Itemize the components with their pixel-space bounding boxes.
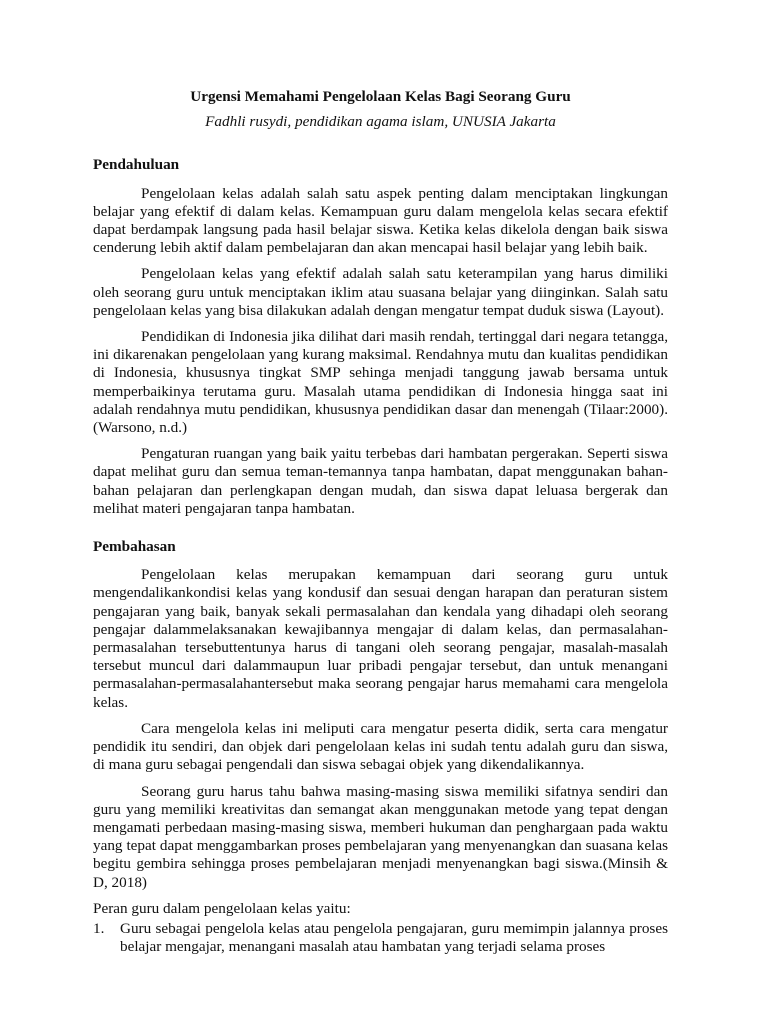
section-heading: Pendahuluan bbox=[93, 156, 180, 174]
list-intro: Peran guru dalam pengelolaan kelas yaitu: bbox=[93, 899, 351, 917]
paragraph: Pengelolaan kelas adalah salah satu aspek penting dalam menciptakan lingkungan belajar yang efektif di dalam kelas. Kemampuan guru dalam mengelola kelas secara efektif dapat berdampak langsung pada hasil belajar siswa. Ketika kelas dikelola dengan baik siswa cenderung lebih aktif dalam pembelajaran dan akan mencapai hasil belajar yang lebih baik. bbox=[93, 184, 668, 257]
paragraph: Pengaturan ruangan yang baik yaitu terbebas dari hambatan pergerakan. Seperti siswa dapat melihat guru dan semua teman-temannya tanpa hambatan, dapat menggunakan bahan-bahan pelajaran dan perlengkapan dengan mudah, dan siswa dapat leluasa bergerak dan melihat materi pengajaran tanpa hambatan. bbox=[93, 445, 668, 517]
numbered-list bbox=[93, 920, 668, 956]
section-introduction bbox=[93, 156, 668, 518]
paragraph: Cara mengelola kelas ini meliputi cara mengatur peserta didik, serta cara mengatur pendidik itu sendiri, dan objek dari pengelolaan kelas ini sudah tentu adalah guru dan siswa, di mana guru sebagai pengendali dan siswa sebagai objek yang dikendalikannya. bbox=[93, 719, 668, 774]
document-title: Urgensi Memahami Pengelolaan Kelas Bagi Seorang Guru bbox=[190, 88, 571, 105]
list-item-text: Guru sebagai pengelola kelas atau pengelola pengajaran, guru memimpin jalannya proses belajar mengajar, menangani masalah atau hambatan yang terjadi selama proses bbox=[120, 919, 668, 956]
list-item bbox=[93, 920, 668, 956]
paragraph: Pengelolaan kelas yang efektif adalah salah satu keterampilan yang harus dimiliki oleh seorang guru untuk menciptakan iklim atau suasana belajar yang diinginkan. Salah satu pengelolaan kelas yang bisa dilakukan adalah dengan mengatur tempat duduk siswa (Layout). bbox=[93, 265, 668, 319]
document-page bbox=[93, 88, 668, 956]
list-item-number: 1. bbox=[93, 919, 105, 937]
section-heading: Pembahasan bbox=[93, 538, 176, 556]
paragraph: Pengelolaan kelas merupakan kemampuan dari seorang guru untuk mengendalikankondisi kelas yang kondusif dan sesuai dengan harapan dan peraturan sistem pengajaran yang baik, banyak sekali permasalahan dan kendala yang dihadapi oleh seorang pengajar dalammelaksanakan kewajibannya mengajar di dalam kelas, dan permasalahan-permasalahan tersebuttentunya harus di tangani oleh seorang pengajar, masalah-masalah tersebut muncul dari dalammaupun luar pribadi pengajar tersebut, dan untuk menangani permasalahan-permasalahantersebut maka seorang pengajar harus memahami cara mengelola kelas. bbox=[93, 566, 668, 711]
section-discussion bbox=[93, 538, 668, 956]
author-line: Fadhli rusydi, pendidikan agama islam, UNUSIA Jakarta bbox=[205, 113, 556, 131]
paragraph: Seorang guru harus tahu bahwa masing-masing siswa memiliki sifatnya sendiri dan guru yang memiliki kreativitas dan semangat akan menggunakan metode yang tepat dengan mengamati perbedaan masing-masing siswa, memberi hukuman dan penghargaan pada waktu yang tepat dapat menggambarkan proses pembelajaran yang menyenangkan dan suasana kelas begitu gembira sehingga proses pembelajaran menjadi menyenangkan bagi siswa.(Minsih & D, 2018) bbox=[93, 782, 668, 891]
paragraph: Pendidikan di Indonesia jika dilihat dari masih rendah, tertinggal dari negara tetangga, ini dikarenakan pengelolaan yang kurang maksimal. Rendahnya mutu dan kualitas pendidikan di Indonesia, khususnya tingkat SMP sehinga menjadi tanggung jawab bersama untuk memperbaikinya terutama guru. Masalah utama pendidikan di Indonesia hingga saat ini adalah rendahnya mutu pendidikan, khususnya pendidikan dasar dan menengah (Tilaar:2000).(Warsono, n.d.) bbox=[93, 328, 668, 437]
